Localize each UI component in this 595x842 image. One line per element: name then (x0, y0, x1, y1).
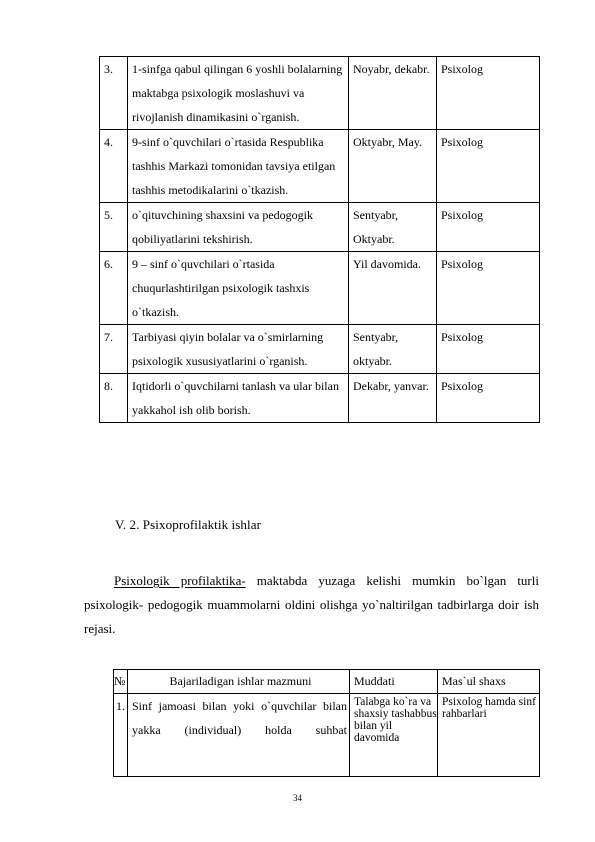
row-responsible: Psixolog hamda sinf rahbarlari (438, 694, 540, 777)
table-row (100, 325, 540, 374)
row-time: Oktyabr, May. (349, 130, 437, 203)
row-task: 1-sinfga qabul qilingan 6 yoshli bolalarning maktabga psixologik moslashuvi va rivojlanish dinamikasini o`rganish. (128, 57, 349, 130)
row-responsible: Psixolog (437, 252, 540, 325)
row-time: Sentyabr, oktyabr. (349, 325, 437, 374)
row-number: 8. (100, 374, 128, 423)
header-term: Muddati (350, 670, 438, 694)
row-responsible: Psixolog (437, 130, 540, 203)
paragraph-text: maktabda yuzaga kelishi mumkin bo`lgan turli psixologik- pedogogik muammolarni oldini olishga yo`naltirilgan tadbirlarga doir ish rejasi. (84, 573, 539, 636)
table-row (100, 203, 540, 252)
row-time: Noyabr, dekabr. (349, 57, 437, 130)
row-responsible: Psixolog (437, 203, 540, 252)
table-row (100, 130, 540, 203)
header-num: № (114, 670, 128, 694)
row-responsible: Psixolog (437, 325, 540, 374)
plan-table (99, 56, 540, 423)
row-number: 1. (114, 694, 128, 777)
row-number: 5. (100, 203, 128, 252)
row-task: 9-sinf o`quvchilari o`rtasida Respublika tashhis Markazi tomonidan tavsiya etilgan tashhis metodikalarini o`tkazish. (128, 130, 349, 203)
table-row (100, 374, 540, 423)
row-number: 6. (100, 252, 128, 325)
row-content: Sinf jamoasi bilan yoki o`quvchilar bilan yakka (individual) holda suhbat (128, 694, 350, 777)
intro-paragraph (84, 569, 539, 641)
row-time: Sentyabr, Oktyabr. (349, 203, 437, 252)
row-task: Tarbiyasi qiyin bolalar va o`smirlarning psixologik xususiyatlarini o`rganish. (128, 325, 349, 374)
work-table-body (114, 694, 540, 777)
row-term: Talabga ko`ra va shaxsiy tashabbus bilan yil davomida (350, 694, 438, 777)
row-number: 3. (100, 57, 128, 130)
row-number: 7. (100, 325, 128, 374)
table-row (100, 252, 540, 325)
plan-table-body (100, 57, 540, 423)
work-table-header-row (114, 670, 540, 694)
table-row (114, 694, 540, 777)
row-task: 9 – sinf o`quvchilari o`rtasida chuqurlashtirilgan psixologik tashxis o`tkazish. (128, 252, 349, 325)
paragraph-term: Psixologik profilaktika- (114, 573, 246, 588)
header-content: Bajariladigan ishlar mazmuni (128, 670, 350, 694)
row-task: Iqtidorli o`quvchilarni tanlash va ular bilan yakkahol ish olib borish. (128, 374, 349, 423)
section-heading: V. 2. Psixoprofilaktik ishlar (115, 517, 262, 532)
row-task: o`qituvchining shaxsini va pedogogik qobiliyatlarini tekshirish. (128, 203, 349, 252)
row-number: 4. (100, 130, 128, 203)
row-time: Dekabr, yanvar. (349, 374, 437, 423)
row-responsible: Psixolog (437, 374, 540, 423)
work-table (113, 669, 540, 777)
table-row (100, 57, 540, 130)
page-number: 34 (293, 793, 302, 803)
row-time: Yil davomida. (349, 252, 437, 325)
header-responsible: Mas`ul shaxs (438, 670, 540, 694)
row-responsible: Psixolog (437, 57, 540, 130)
